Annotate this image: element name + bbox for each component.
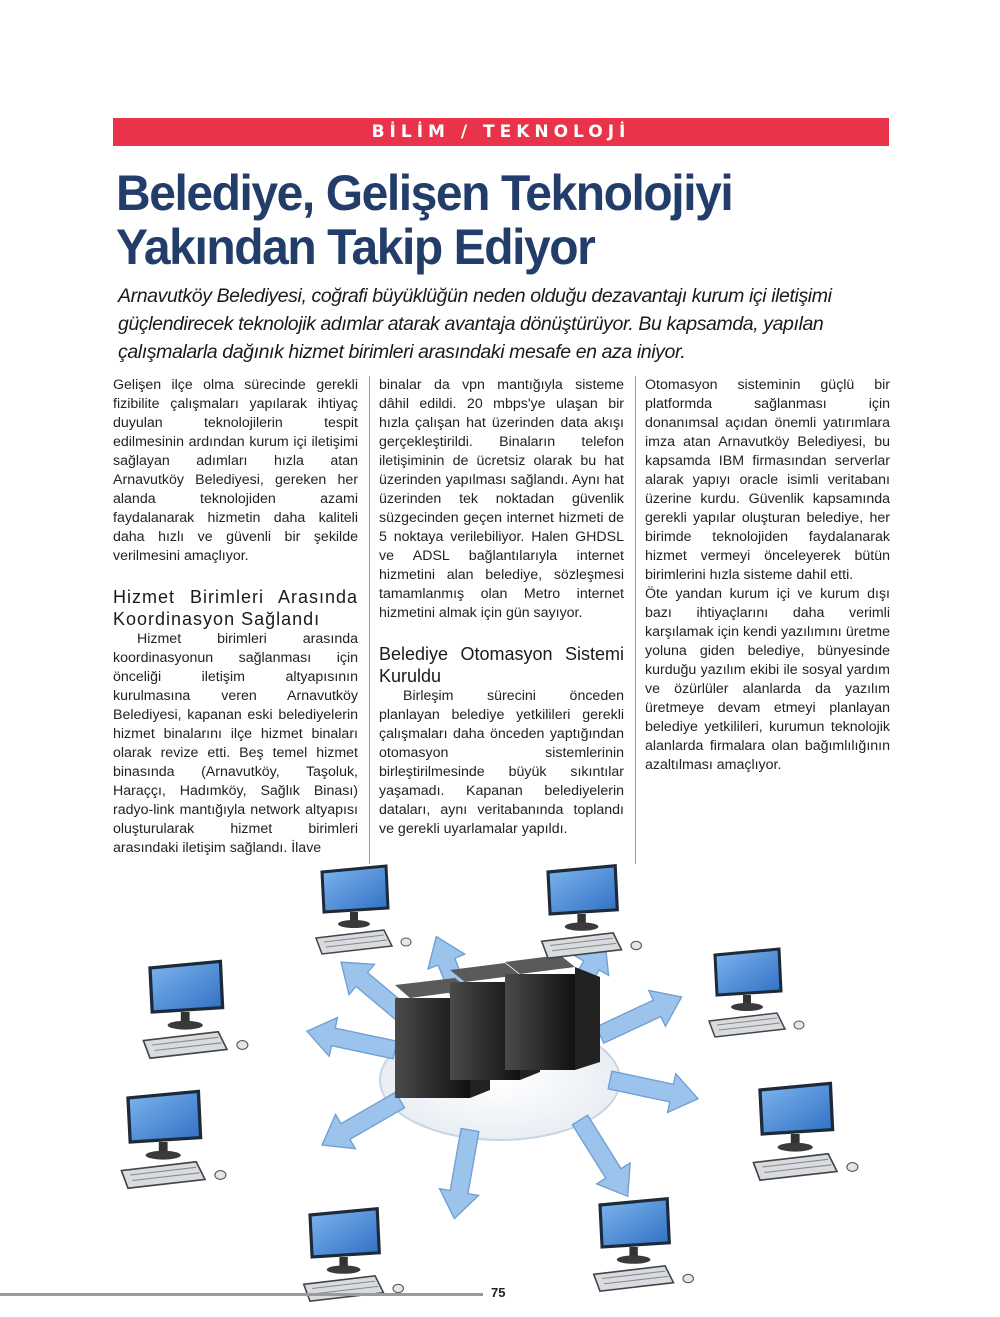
computer-workstation xyxy=(121,1091,226,1188)
column-2 xyxy=(379,376,624,839)
server-tower xyxy=(505,955,600,1070)
footer-rule xyxy=(0,1293,483,1296)
column-2-paragraph-1: binalar da vpn mantığıyla sisteme dâhil edildi. 20 mbps'ye ulaşan bir hızla çalışan hat üzerinden data akışı gerçekleştirildi. Binaların telefon iletişiminin de ücretsiz olarak bu hat üzerinden yapılması sağlandı. Aynı hat üzerinden tek noktadan güvenlik süzgecinden geçen internet hizmeti de 5 noktaya verilebiliyor. Halen GHDSL ve ADSL bağlantılarıyla internet hizmetini alan belediye, sözleşmesi tamamlanmış olan Metro internet hizmetini almak için gün sayıyor. xyxy=(379,377,624,621)
computer-workstation xyxy=(594,1199,694,1291)
computer-workstation xyxy=(143,961,248,1058)
column-divider-2 xyxy=(635,376,636,864)
computer-workstation xyxy=(316,866,411,954)
page-number: 75 xyxy=(491,1285,506,1300)
column-3-paragraph-1: Otomasyon sisteminin güçlü bir platformda sağlanması için donanımsal açıdan önemli yatırımlara imza atan Arnavutköy Belediyesi, bu kapsamda IBM firmasından serverlar alarak yapıyı oracle isimli veritabanı üzerine kurdu. Güvenlik kapsamında gerekli yapılar oluşturan belediye, her birimde teknolojiden faydalanarak hizmet vermeyi önceleyerek bütün birimlerini hızla sisteme dahil etti. xyxy=(645,377,890,583)
column-1 xyxy=(113,376,358,858)
computer-workstation xyxy=(753,1083,858,1180)
computer-workstation xyxy=(709,949,804,1037)
column-2-paragraph-2: Birleşim sürecini önceden planlayan belediye yetkilileri gerekli çalışmaları daha önceden yaptığından otomasyon sistemlerinin birleştirilmesinde büyük sıkıntılar yaşamadı. Kapanan belediyelerin dataları, aynı veritabanında toplandı ve gerekli uyarlamalar yapıldı. xyxy=(379,688,624,837)
lead-paragraph: Arnavutköy Belediyesi, coğrafi büyüklüğün neden olduğu dezavantajı kurum içi iletişimi güçlendirecek teknolojik adımlar atarak avantaja dönüştürüyor. Bu kapsamda, yapılan çalışmalarla dağınık hizmet birimleri arasındaki mesafe en aza iniyor. xyxy=(118,285,832,363)
column-divider-1 xyxy=(369,376,370,864)
column-3 xyxy=(645,376,890,775)
network-illustration xyxy=(0,850,1000,1317)
column-1-paragraph-2: Hizmet birimleri arasında koordinasyonun sağlanması için önceliği iletişim altyapısının kurulmasına veren Arnavutköy Belediyesi, kapanan eski belediyelerin hizmet binalarını ilçe hizmet binaları olarak revize etti. Beş temel hizmet binasında (Arnavutköy, Taşoluk, Haraççı, Hadımköy, Sağlık Binası) radyo-link mantığıyla network altyapısı oluşturularak hizmet birimleri arasındaki iletişim sağlandı. İlave xyxy=(113,631,358,856)
column-3-paragraph-2: Öte yandan kurum içi ve kurum dışı bazı ihtiyaçlarını daha verimli karşılamak için kendi yazılımını üretme yoluna giden belediye, bünyesinde kurduğu yazılım ekibi ile sosyal yardım ve özürlüler alanlarda da yazılım üretmeye devam etmeyi planlayan belediye yetkilileri, kurumun teknolojik alanlarda firmalara olan bağımlılığının azaltılması amaçlıyor. xyxy=(645,586,890,773)
column-2-subhead: Belediye Otomasyon Sistemi Kuruldu xyxy=(379,644,624,686)
computer-workstation xyxy=(304,1209,404,1301)
headline: Belediye, Gelişen Teknolojiyi Yakından Takip Ediyor xyxy=(116,165,733,275)
column-1-subhead: Hizmet Birimleri Arasında Koordinasyon Sağlandı xyxy=(113,587,358,629)
section-banner: BİLİM / TEKNOLOJİ xyxy=(113,118,889,146)
column-1-paragraph-1: Gelişen ilçe olma sürecinde gerekli fizibilite çalışmaları yapılarak ihtiyaç duyulan teknolojilerin tespit edilmesinin ardından kurum içi iletişimi sağlayan adımları hızla atan Arnavutköy Belediyesi, gereken her alanda teknolojiden azami faydalanarak hizmetin daha kaliteli daha hızlı ve güvenli bir şekilde verilmesini amaçlıyor. xyxy=(113,377,358,564)
computer-workstation xyxy=(542,866,642,958)
